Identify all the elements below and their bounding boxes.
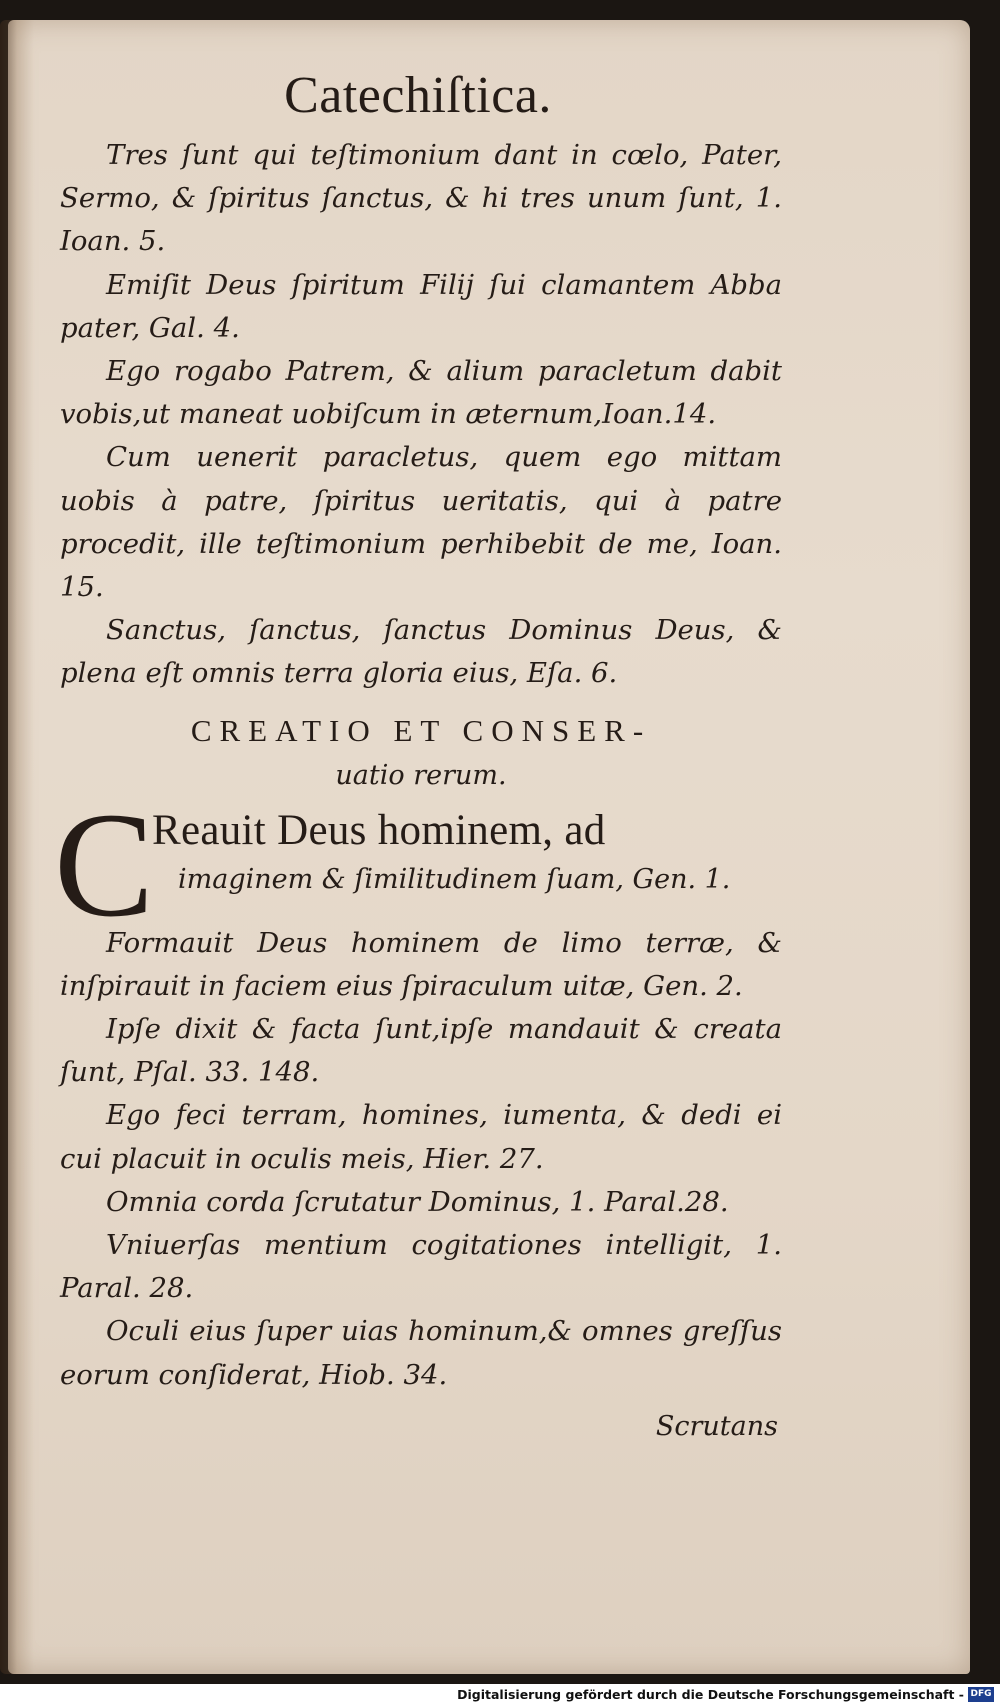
scripture-entry: Tres ſunt qui teſtimonium dant in cœlo, Pater, Sermo, & ſpiritus ſanctus, & hi tres unum ſunt, 1. Ioan. 5. xyxy=(60,139,782,258)
scripture-entry: Emiſit Deus ſpiritum Filij ſui clamantem Abba pater, Gal. 4. xyxy=(60,268,782,344)
scripture-entry: Ipſe dixit & facta ſunt,ipſe mandauit & creata ſunt, Pſal. 33. 148. xyxy=(60,1013,782,1089)
scripture-entry: Ego feci terram, homines, iumenta, & dedi ei cui placuit in oculis meis, Hier. 27. xyxy=(60,1099,782,1175)
catchword: Scrutans xyxy=(655,1410,778,1442)
scripture-entry: Ego rogabo Patrem, & alium paracletum dabit vobis,ut maneat uobiſcum in æternum,Ioan.14. xyxy=(60,355,782,431)
scripture-entry: Cum uenerit paracletus, quem ego mittam uobis à patre, ſpiritus ueritatis, qui à patre procedit, ille teſtimonium perhibebit de me, Ioan. 15. xyxy=(60,441,782,604)
page-gutter-shadow xyxy=(0,20,34,1674)
scripture-entry: Formauit Deus hominem de limo terræ, & inſpirauit in faciem eius ſpiraculum uitæ, Gen. 2. xyxy=(60,926,782,1002)
section-subheading: uatio rerum. xyxy=(335,759,507,791)
section-heading: CREATIO ET CONSER- xyxy=(190,712,652,748)
scripture-entry: Oculi eius ſuper uias hominum,& omnes greſſus eorum conſiderat, Hiob. 34. xyxy=(60,1315,782,1391)
page-text-block xyxy=(54,58,782,1447)
drop-cap-letter: C xyxy=(54,781,155,948)
scripture-entry: Sanctus, ſanctus, ſanctus Dominus Deus, & plena eſt omnis terra gloria eius, Eſa. 6. xyxy=(60,614,782,690)
scripture-entry: Vniuerſas mentium cogitationes intelligit, 1. Paral. 28. xyxy=(60,1229,782,1305)
running-head: Catechiſtica. xyxy=(284,67,552,124)
funding-credit: Digitalisierung gefördert durch die Deutsche Forschungsgemeinschaft - xyxy=(457,1687,964,1702)
scripture-entry: Omnia corda ſcrutatur Dominus, 1. Paral.28. xyxy=(106,1185,729,1218)
footer-bar xyxy=(0,1684,1000,1708)
dfg-logo-icon: DFG xyxy=(968,1687,994,1702)
dropcap-paragraph xyxy=(54,781,782,948)
dropcap-line-2: imaginem & ſimilitudinem ſuam, Gen. 1. xyxy=(178,863,731,895)
dropcap-line-1: Reauit Deus hominem, ad xyxy=(152,806,606,854)
